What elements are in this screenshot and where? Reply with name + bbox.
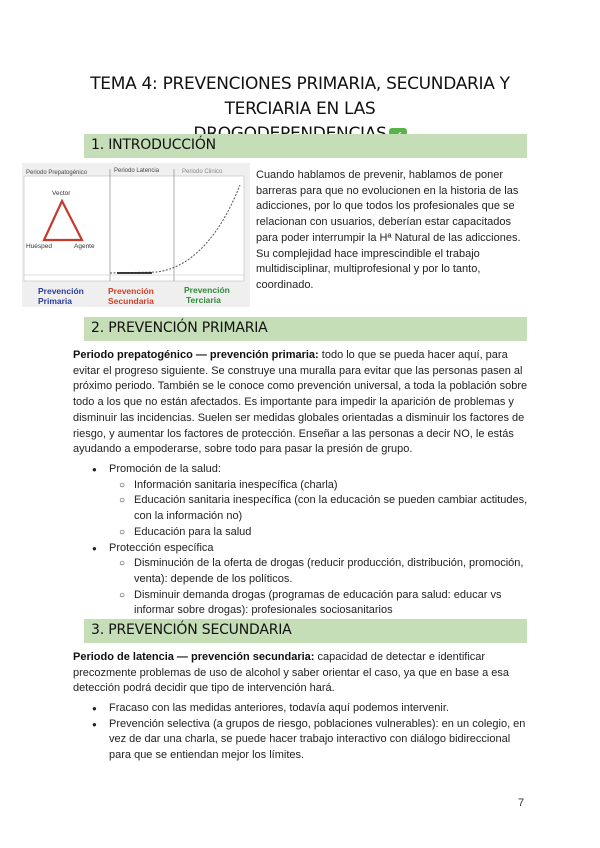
list-item: ○ Educación sanitaria inespecífica (con la educación se pueden cambiar actitudes, con la información no) bbox=[134, 493, 534, 524]
intro-paragraph: Cuando hablamos de prevenir, hablamos de poner barreras para que no evolucionen en la historia de las adicciones, por lo que todos los profesionales que se relacionan con usuarios, deberían estar capacitados para poder interrumpir la Hª Natural de las adicciones. Su complejidad hace imprescindible el trabajo multidisciplinar, multiprofesional y por lo tanto, coordinado. bbox=[256, 169, 521, 291]
list-item: ● Prevención selectiva (a grupos de riesgo, poblaciones vulnerables): en un colegio, en vez de dar una charla, se puede hacer trabajo interactivo con diálogo bidireccional para que se entiendan mejor los límites. bbox=[109, 717, 534, 764]
natural-history-diagram bbox=[22, 163, 250, 307]
triangle-label-vector: Vector bbox=[52, 190, 71, 197]
primaria-paragraph bbox=[73, 348, 533, 458]
prevention-label-primaria-line1: Prevención bbox=[38, 286, 84, 296]
primaria-lead-text: todo lo que se pueda hacer aquí, para evitar el progreso siguiente. Se construye una muralla para evitar que las personas pasen al próximo periodo. También se le conoce como prevención universal, a toda la población sobre todo a los que no están afectados. Es importante para impedir la aparición de problemas y disminuir las incidencias. Suelen ser medidas globales orientadas a disminuir los factores de riesgo, y aumentar los factores de protección. Enseñar a las personas a decir NO, le estás ayudando a empoderarse, sobre todo para pasar la presión de grupo. bbox=[73, 349, 528, 456]
secundaria-paragraph bbox=[73, 650, 533, 697]
section-heading-text: 3. PREVENCIÓN SECUNDARIA bbox=[91, 622, 292, 638]
primaria-lead-bold: Periodo prepatogénico — prevención primaria: bbox=[73, 349, 319, 361]
section-heading-secundaria bbox=[84, 619, 527, 643]
list-item bbox=[109, 541, 534, 620]
list-item: ○ Educación para la salud bbox=[134, 525, 534, 541]
prevention-label-secundaria-line2: Secundaria bbox=[108, 296, 154, 306]
period-label-latencia: Periodo Latencia bbox=[114, 168, 160, 174]
secundaria-lead-bold: Periodo de latencia — prevención secundaria: bbox=[73, 651, 315, 663]
page-number: 7 bbox=[518, 797, 525, 809]
list-item: ○ Disminución de la oferta de drogas (reducir producción, distribución, promoción, venta): depende de los políticos. bbox=[134, 556, 534, 587]
secundaria-lead-text: capacidad de detectar e identificar precozmente problemas de uso de alcohol y saber orientar el caso, ya que en base a esa detección podrá decidir que tipo de intervención hará. bbox=[73, 651, 509, 695]
natural-history-figure bbox=[22, 163, 250, 307]
secundaria-list bbox=[84, 701, 534, 764]
section-heading-text: 2. PREVENCIÓN PRIMARIA bbox=[91, 320, 268, 336]
prevention-label-terciaria-line1: Prevención bbox=[184, 285, 230, 295]
prevention-label-secundaria-line1: Prevención bbox=[108, 286, 154, 296]
bullet-proteccion: Protección específica bbox=[109, 541, 214, 554]
triangle-label-agente: Agente bbox=[74, 243, 95, 250]
prevention-label-terciaria-line2: Terciaria bbox=[186, 295, 221, 305]
primaria-list bbox=[84, 462, 534, 619]
list-item bbox=[109, 462, 534, 541]
title-line-1: TEMA 4: PREVENCIONES PRIMARIA, SECUNDARIA Y TERCIARIA EN LAS bbox=[90, 74, 510, 119]
list-item: ○ Disminuir demanda drogas (programas de educación para salud: educar vs informar sobre drogas): profesionales sociosanitarios bbox=[134, 588, 534, 619]
triangle-label-huesped: Huésped bbox=[26, 243, 53, 250]
period-label-clinico: Periodo Clinico bbox=[182, 169, 223, 175]
prevention-label-primaria-line2: Primaria bbox=[38, 296, 73, 306]
list-item: ○ Información sanitaria inespecífica (charla) bbox=[134, 478, 534, 494]
section-heading-text: 1. INTRODUCCIÓN bbox=[91, 137, 216, 153]
period-label-prepatogenico: Periodo Prepatogénico bbox=[26, 170, 88, 176]
section-heading-primaria bbox=[84, 317, 527, 341]
list-item: ● Fracaso con las medidas anteriores, todavía aquí podemos intervenir. bbox=[109, 701, 534, 717]
bullet-promocion: Promoción de la salud: bbox=[109, 463, 221, 475]
section-heading-introduccion bbox=[84, 134, 527, 158]
